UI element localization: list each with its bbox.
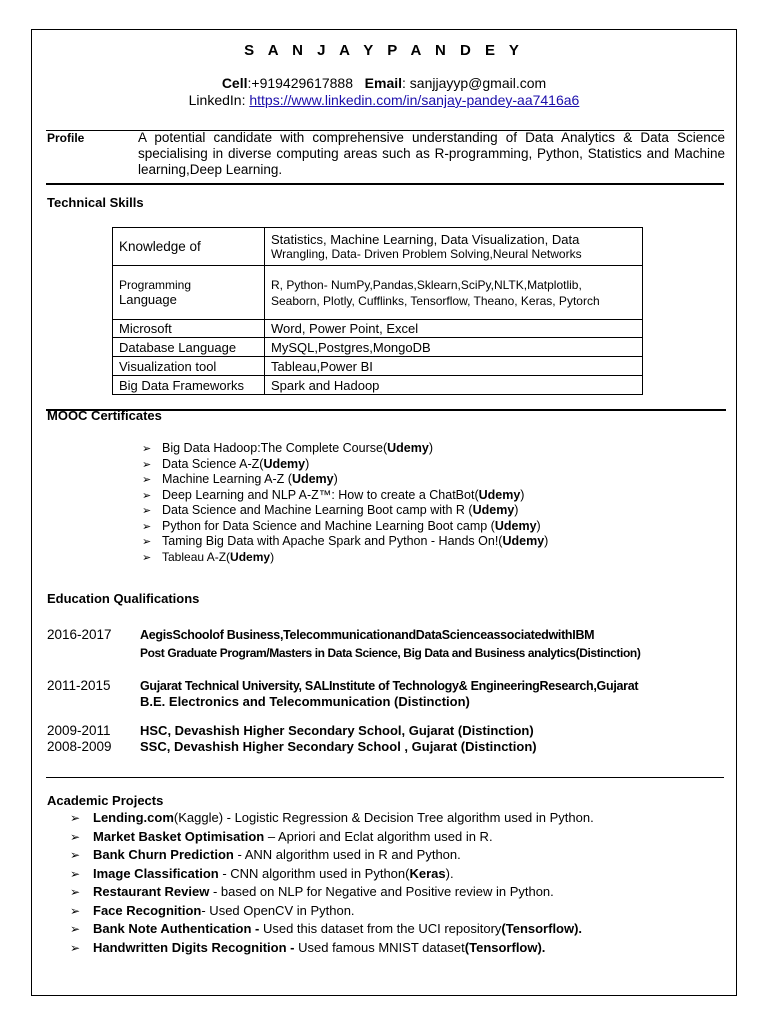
mooc-tail: ) [520, 487, 525, 502]
skill-value: MySQL,Postgres,MongoDB [265, 338, 643, 357]
list-item [70, 809, 594, 828]
technical-skills-heading: Technical Skills [47, 195, 144, 210]
bullet-arrow-icon: ➢ [70, 829, 81, 844]
skill-key-line: Language [119, 292, 177, 307]
candidate-name: S A N J A Y P A N D E Y [244, 42, 524, 59]
project-title: Bank Churn Prediction [93, 847, 234, 862]
table-row [113, 320, 643, 338]
skills-table [112, 227, 643, 395]
list-item [70, 828, 594, 847]
project-title: Market Basket Optimisation [93, 828, 265, 844]
project-tool: Keras [409, 865, 446, 881]
mooc-title: Tableau A-Z( [162, 549, 231, 564]
education-degree: B.E. Electronics and Telecommunication (Distinction) [140, 694, 470, 709]
skill-value: Word, Power Point, Excel [265, 320, 643, 338]
skill-key: Visualization tool [113, 357, 265, 376]
education-heading: Education Qualifications [47, 591, 200, 606]
bullet-arrow-icon: ➢ [142, 551, 152, 564]
bullet-arrow-icon: ➢ [142, 458, 152, 471]
skill-value-line: Wrangling, Data- Driven Problem Solving,Neural Networks [271, 247, 582, 261]
list-item [142, 457, 548, 473]
mooc-heading: MOOC Certificates [47, 408, 162, 423]
skill-value-line: Statistics, Machine Learning, Data Visualization, Data [271, 232, 580, 247]
list-item [70, 920, 594, 939]
skill-key-line: Programming [119, 278, 192, 292]
mooc-list [142, 441, 548, 565]
project-title: Face Recognition [93, 902, 202, 918]
list-item [70, 939, 594, 958]
list-item [142, 550, 548, 566]
project-title: Lending.com [93, 810, 174, 825]
bullet-arrow-icon: ➢ [142, 443, 152, 455]
bullet-arrow-icon: ➢ [70, 940, 81, 955]
project-title: Image Classification [93, 865, 219, 881]
bullet-arrow-icon: ➢ [142, 536, 152, 548]
projects-list [70, 809, 594, 957]
project-title: Restaurant Review [93, 884, 210, 899]
mooc-provider: Udemy [230, 549, 271, 564]
mooc-title: Machine Learning A-Z ( [162, 472, 292, 486]
skill-key [113, 266, 265, 320]
bullet-arrow-icon: ➢ [70, 903, 81, 918]
project-title: Handwritten Digits Recognition - [93, 939, 295, 955]
contact-line [0, 75, 768, 91]
education-year: 2011-2015 [47, 678, 111, 693]
table-row [113, 228, 643, 266]
mooc-tail: ) [270, 549, 275, 564]
list-item [142, 519, 548, 535]
skill-value-line: Seaborn, Plotly, Cufflinks, Tensorflow, Theano, Keras, Pytorch [271, 293, 600, 308]
profile-text: A potential candidate with comprehensive understanding of Data Analytics & Data Science specialising in diverse computing areas such as R-programming, Python, Statistics and Machine learning,Deep Learning. [138, 130, 725, 177]
project-desc: Used famous MNIST dataset [294, 939, 465, 955]
education-institution: AegisSchoolof Business,TelecommunicationandDataScienceassociatedwithIBM [140, 628, 595, 642]
mooc-provider: Udemy [494, 518, 537, 533]
project-desc: - based on NLP for Negative and Positive review in Python. [209, 884, 554, 899]
education-year: 2016-2017 [47, 627, 112, 642]
cell-value: :+919429617888 [247, 75, 353, 91]
project-desc: - CNN algorithm used in Python( [218, 865, 410, 881]
mooc-title: Taming Big Data with Apache Spark and Python - Hands On!( [162, 534, 503, 548]
mooc-tail: ) [514, 503, 519, 517]
mooc-tail: ) [333, 472, 338, 486]
bullet-arrow-icon: ➢ [70, 922, 81, 936]
list-item [142, 472, 548, 488]
skill-value [265, 228, 643, 266]
mooc-tail: ) [305, 456, 310, 471]
bullet-arrow-icon: ➢ [70, 866, 81, 881]
list-item [70, 846, 594, 865]
linkedin-line [0, 92, 768, 108]
bullet-arrow-icon: ➢ [70, 885, 81, 899]
bullet-arrow-icon: ➢ [142, 505, 152, 517]
project-desc: - ANN algorithm used in R and Python. [233, 847, 461, 862]
projects-heading: Academic Projects [47, 793, 164, 808]
mooc-tail: ) [428, 441, 433, 455]
skill-key: Microsoft [113, 320, 265, 338]
project-desc: (Kaggle) - Logistic Regression & Decision Tree algorithm used in Python. [173, 810, 594, 825]
mooc-title: Data Science A-Z( [162, 456, 264, 471]
list-item [142, 534, 548, 550]
project-desc: - Used OpenCV in Python. [201, 902, 355, 918]
table-row [113, 338, 643, 357]
mooc-title: Big Data Hadoop:The Complete Course( [162, 441, 388, 455]
project-tool: (Tensorflow). [464, 939, 546, 955]
mooc-title: Python for Data Science and Machine Learning Boot camp ( [162, 518, 495, 533]
mooc-provider: Udemy [472, 503, 515, 517]
mooc-title: Data Science and Machine Learning Boot camp with R ( [162, 503, 473, 517]
divider [46, 777, 724, 778]
project-desc: – Apriori and Eclat algorithm used in R. [264, 828, 493, 844]
list-item [142, 488, 548, 504]
mooc-provider: Udemy [291, 472, 334, 486]
table-row [113, 357, 643, 376]
list-item [70, 865, 594, 884]
skill-value: Spark and Hadoop [265, 376, 643, 395]
bullet-arrow-icon: ➢ [70, 811, 81, 825]
education-institution: HSC, Devashish Higher Secondary School, Gujarat (Distinction) [140, 723, 534, 738]
mooc-title: Deep Learning and NLP A-Z™: How to create a ChatBot( [162, 487, 479, 502]
education-institution: SSC, Devashish Higher Secondary School , Gujarat (Distinction) [140, 739, 537, 754]
skill-key: Big Data Frameworks [113, 376, 265, 395]
bullet-arrow-icon: ➢ [142, 520, 152, 533]
list-item [142, 441, 548, 457]
mooc-tail: ) [544, 534, 549, 548]
mooc-tail: ) [536, 518, 541, 533]
project-title: Bank Note Authentication - [93, 921, 260, 936]
project-tool: (Tensorflow). [501, 921, 583, 936]
education-degree: Post Graduate Program/Masters in Data Science, Big Data and Business analytics(Distinction) [140, 646, 641, 660]
list-item [142, 503, 548, 519]
bullet-arrow-icon: ➢ [142, 474, 152, 486]
skill-value-line: R, Python- NumPy,Pandas,Sklearn,SciPy,NLTK,Matplotlib, [271, 277, 582, 292]
skill-key: Knowledge of [113, 228, 265, 266]
list-item [70, 883, 594, 902]
email-value: : sanjjayyp@gmail.com [402, 75, 547, 91]
cell-label: Cell [221, 75, 248, 91]
education-year: 2008-2009 [47, 739, 112, 754]
list-item [70, 902, 594, 921]
table-row [113, 266, 643, 320]
education-year: 2009-2011 [47, 723, 111, 738]
table-row [113, 376, 643, 395]
mooc-provider: Udemy [478, 487, 521, 502]
divider [46, 183, 724, 185]
skill-value [265, 266, 643, 320]
profile-label: Profile [47, 131, 85, 145]
bullet-arrow-icon: ➢ [70, 848, 81, 862]
linkedin-link[interactable]: https://www.linkedin.com/in/sanjay-pandey-aa7416a6 [249, 92, 580, 108]
skill-value: Tableau,Power BI [265, 357, 643, 376]
linkedin-label: LinkedIn: [188, 92, 250, 108]
project-tail: ). [445, 865, 454, 881]
education-institution: Gujarat Technical University, SALInstitute of Technology& EngineeringResearch,Gujarat [140, 679, 639, 693]
project-desc: Used this dataset from the UCI repository [259, 921, 502, 936]
email-label: Email [364, 75, 403, 91]
skill-key: Database Language [113, 338, 265, 357]
mooc-provider: Udemy [502, 534, 545, 548]
mooc-provider: Udemy [263, 456, 306, 471]
bullet-arrow-icon: ➢ [142, 489, 152, 502]
mooc-provider: Udemy [387, 441, 429, 455]
